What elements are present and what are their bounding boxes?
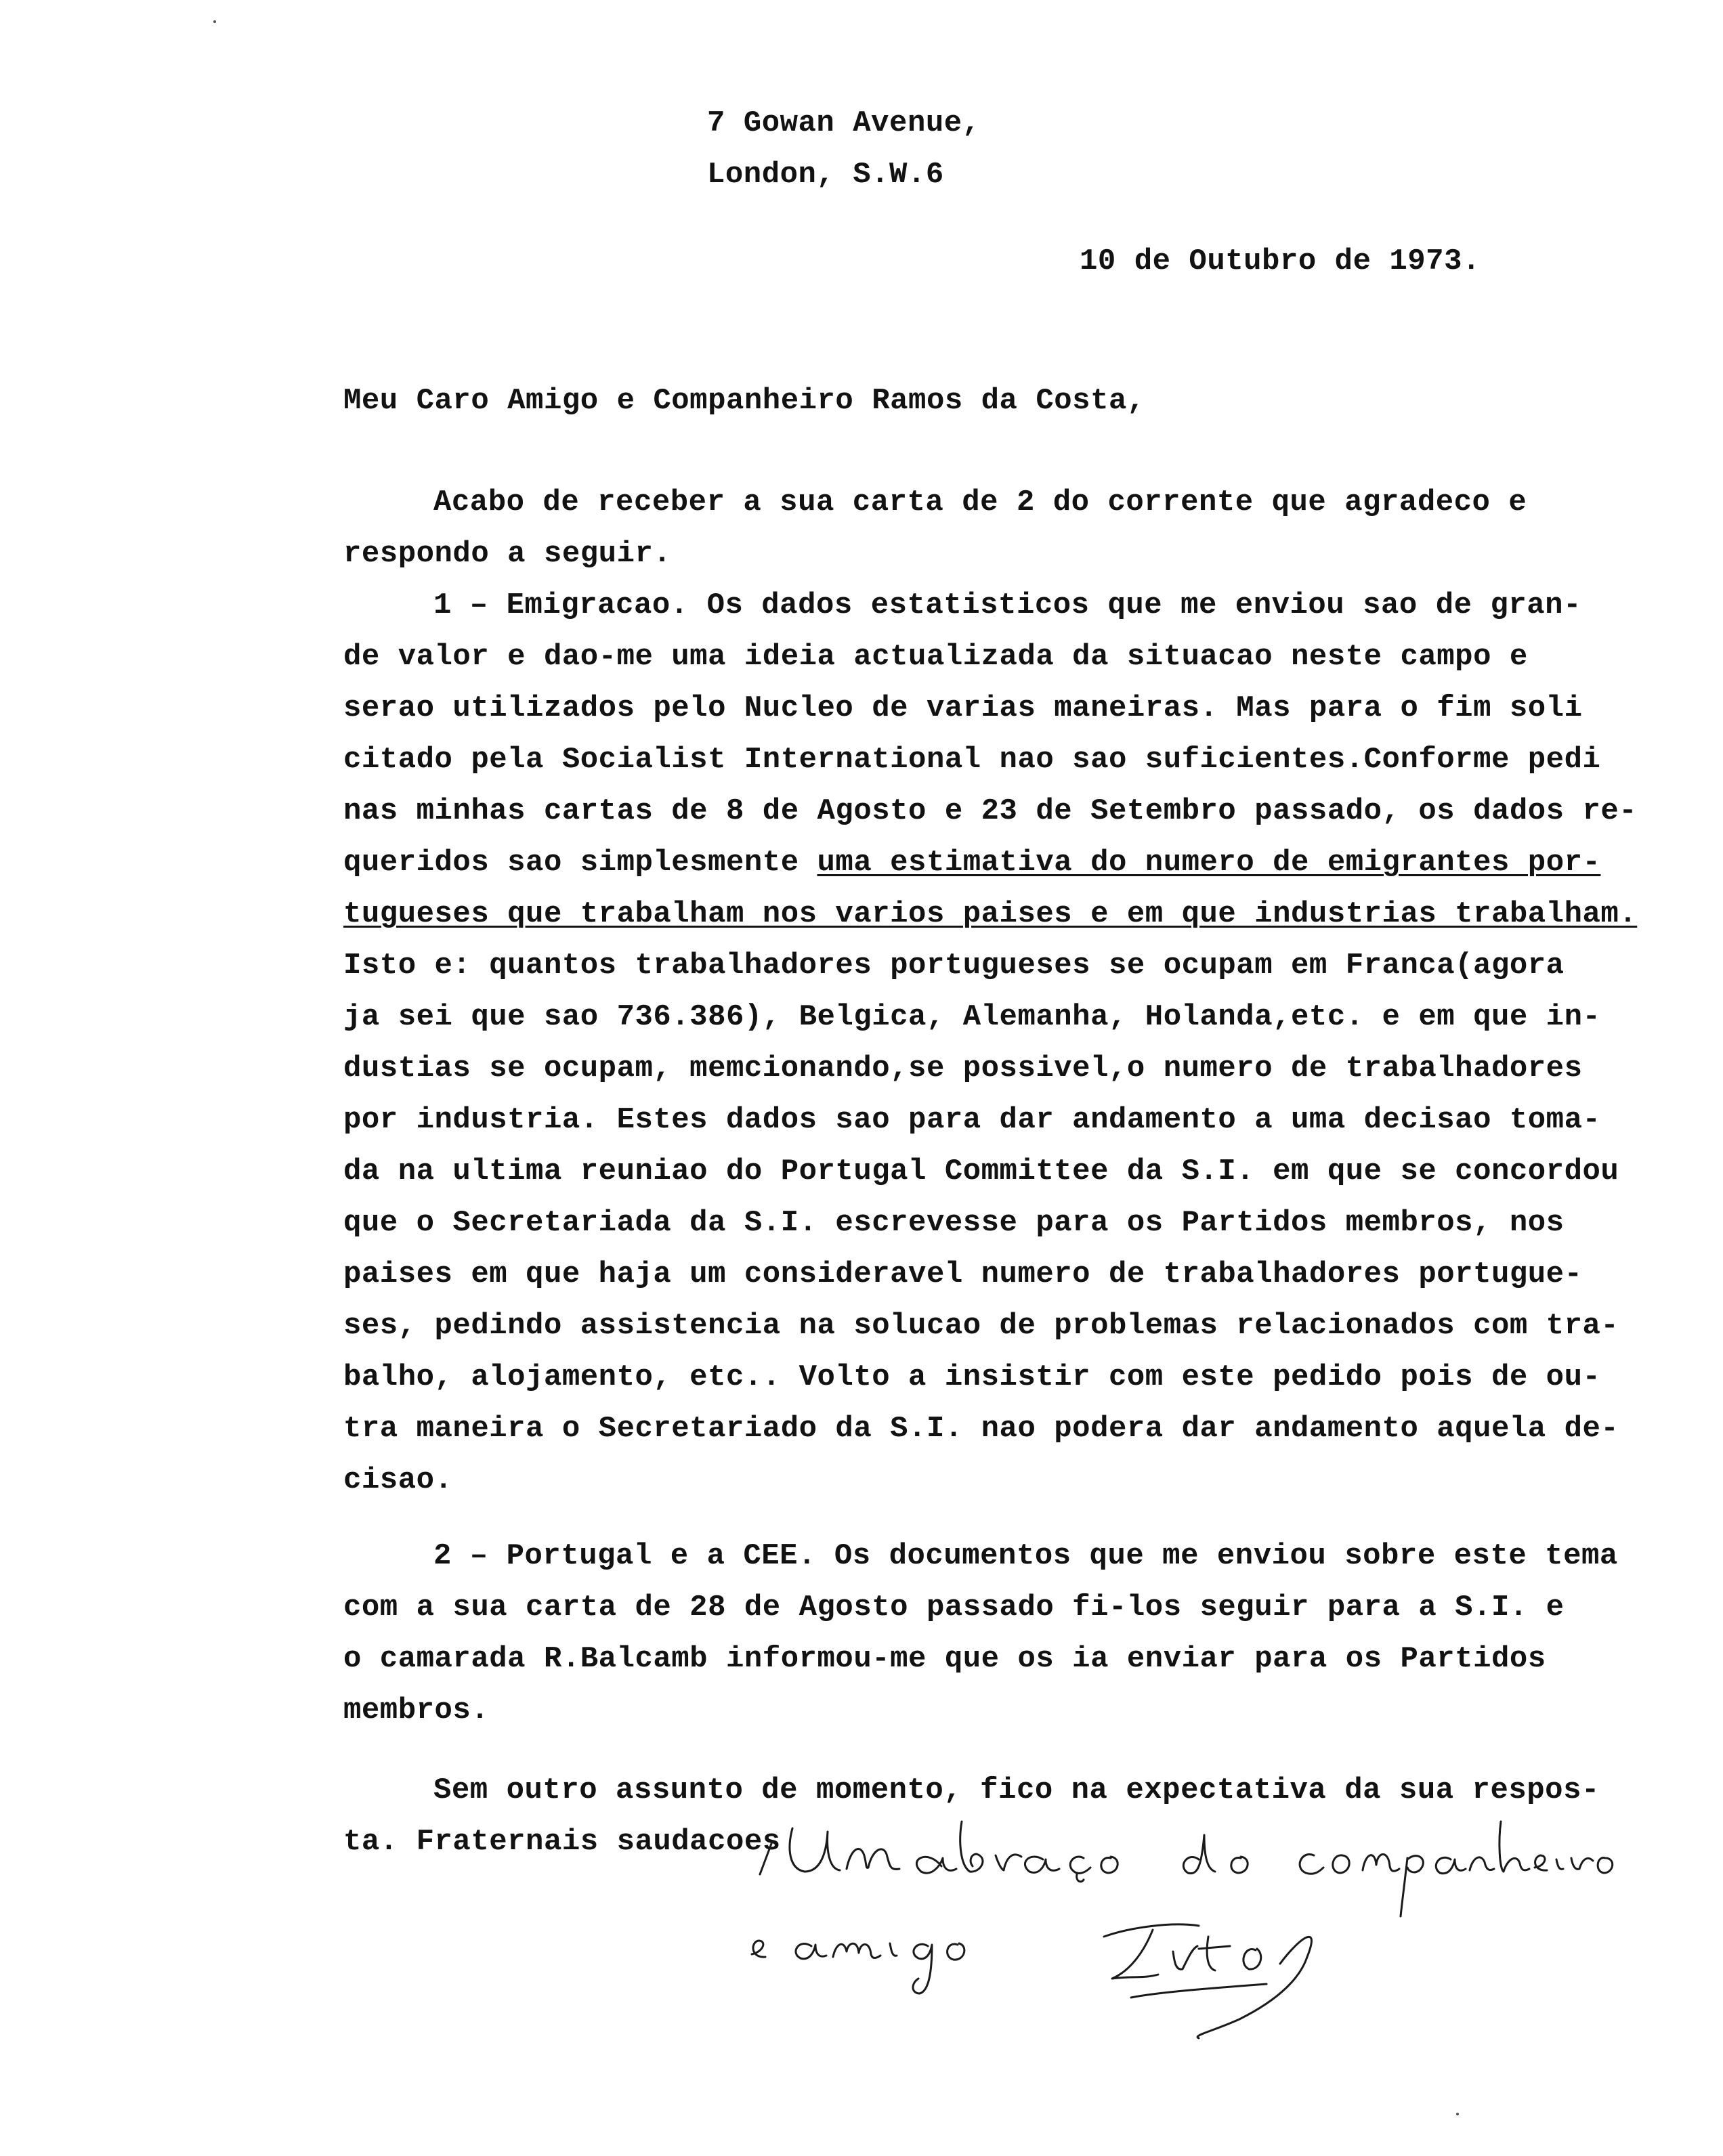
paragraph-4-line: Sem outro assunto de momento, fico na expectativa da sua respos- — [433, 1773, 1600, 1807]
address-line-2: London, S.W.6 — [707, 158, 944, 192]
paragraph-2-line: dustias se ocupam, memcionando,se possivel,o numero de trabalhadores — [343, 1052, 1583, 1085]
paragraph-2-line: ses, pedindo assistencia na solucao de problemas relacionados com tra- — [343, 1309, 1619, 1343]
paragraph-4-line: ta. Fraternais saudacoes — [343, 1825, 781, 1859]
handwritten-signature — [725, 1801, 1632, 2086]
paragraph-2-line: tra maneira o Secretariado da S.I. nao podera dar andamento aquela de- — [343, 1412, 1619, 1446]
address-line-1: 7 Gowan Avenue, — [707, 106, 981, 140]
letter-date: 10 de Outubro de 1973. — [1080, 244, 1481, 278]
paragraph-3-line: o camarada R.Balcamb informou-me que os ia enviar para os Partidos — [343, 1642, 1546, 1676]
underlined-request: uma estimativa do numero de emigrantes por- — [817, 846, 1601, 880]
paragraph-2-line: por industria. Estes dados sao para dar andamento a uma decisao toma- — [343, 1103, 1601, 1137]
paragraph-3-line: membros. — [343, 1694, 490, 1727]
paragraph-2-line: Isto e: quantos trabalhadores portugueses se ocupam em Franca(agora — [343, 949, 1565, 983]
paragraph-2-line: cisao. — [343, 1463, 453, 1497]
underline-prefix: queridos sao simplesmente — [343, 846, 817, 880]
paragraph-2-line: citado pela Socialist International nao sao suficientes.Conforme pedi — [343, 743, 1601, 777]
paragraph-2-line: de valor e dao-me uma ideia actualizada da situacao neste campo e — [343, 640, 1528, 674]
paragraph-2-line: balho, alojamento, etc.. Volto a insistir com este pedido pois de ou- — [343, 1360, 1601, 1394]
paragraph-2-line: da na ultima reuniao do Portugal Committee da S.I. em que se concordou — [343, 1155, 1619, 1188]
paragraph-2-underlined-line: tugueses que trabalham nos varios paises e em que industrias trabalham. — [343, 897, 1638, 931]
paragraph-2-line: paises em que haja um consideravel numero de trabalhadores portugue- — [343, 1257, 1583, 1291]
paper-speck — [1456, 2113, 1459, 2115]
paragraph-3-line: 2 – Portugal e a CEE. Os documentos que me enviou sobre este tema — [433, 1539, 1618, 1573]
paragraph-2-line: ja sei que sao 736.386), Belgica, Alemanha, Holanda,etc. e em que in- — [343, 1000, 1601, 1034]
paragraph-2-line: nas minhas cartas de 8 de Agosto e 23 de Setembro passado, os dados re- — [343, 794, 1638, 828]
paragraph-1-line: Acabo de receber a sua carta de 2 do corrente que agradeco e — [433, 486, 1527, 519]
paragraph-2-line: serao utilizados pelo Nucleo de varias maneiras. Mas para o fim soli — [343, 691, 1583, 725]
paper-speck — [213, 20, 216, 23]
paragraph-2-underlined-line — [343, 842, 1600, 883]
paragraph-1-line: respondo a seguir. — [343, 537, 672, 571]
salutation: Meu Caro Amigo e Companheiro Ramos da Costa, — [343, 384, 1145, 418]
paragraph-3-line: com a sua carta de 28 de Agosto passado fi-los seguir para a S.I. e — [343, 1591, 1565, 1624]
paragraph-2-line: que o Secretariada da S.I. escrevesse para os Partidos membros, nos — [343, 1206, 1565, 1240]
paragraph-2-line: 1 – Emigracao. Os dados estatisticos que me enviou sao de gran- — [433, 588, 1581, 622]
